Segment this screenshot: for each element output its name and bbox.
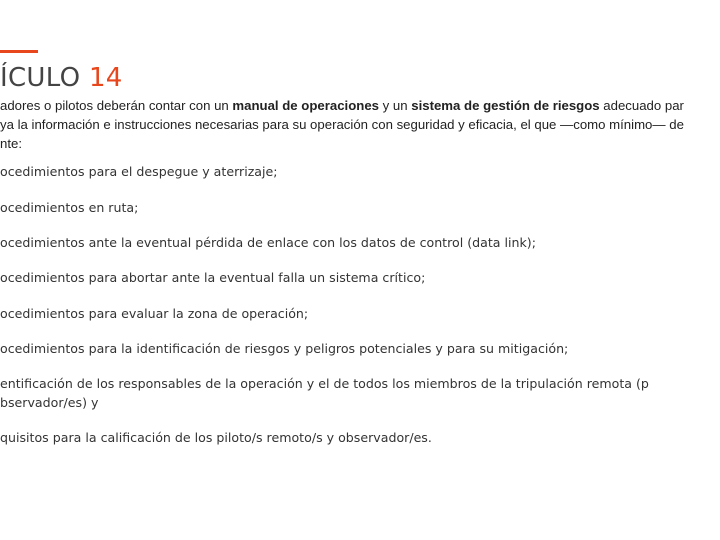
list-item-en-ruta: ocedimientos en ruta;	[0, 200, 139, 215]
list-item-zona-operacion: ocedimientos para evaluar la zona de operación;	[0, 306, 309, 321]
list-item-riesgos: ocedimientos para la identificación de riesgos y peligros potenciales y para su mitigación;	[0, 341, 569, 356]
list-item-calificacion: quisitos para la calificación de los piloto/s remoto/s y observador/es.	[0, 430, 432, 445]
title-number: 14	[88, 63, 123, 93]
list-item-responsables: entificación de los responsables de la operación y el de todos los miembros de la tripulación remota (p bservador/es) y	[0, 376, 649, 410]
list-item-perdida-enlace: ocedimientos ante la eventual pérdida de enlace con los datos de control (data link);	[0, 235, 536, 250]
intro-text: adores o pilotos deberán contar con un	[0, 98, 233, 113]
intro-bold-sistema: sistema de gestión de riesgos	[411, 98, 600, 113]
title-accent-rule	[0, 50, 38, 53]
title-word: ÍCULO	[0, 63, 81, 93]
intro-line-1	[0, 96, 720, 115]
intro-paragraph	[0, 96, 720, 153]
page-title	[0, 60, 123, 96]
list-item-abortar: ocedimientos para abortar ante la eventual falla un sistema crítico;	[0, 270, 426, 285]
intro-line-3: nte:	[0, 136, 22, 151]
list-item-despegue: ocedimientos para el despegue y aterrizaje;	[0, 164, 278, 179]
intro-line-2: ya la información e instrucciones necesarias para su operación con seguridad y eficacia, el que —como mínimo— de	[0, 117, 684, 132]
intro-bold-manual: manual de operaciones	[232, 98, 379, 113]
intro-text: adecuado par	[599, 98, 684, 113]
intro-text: y un	[378, 98, 412, 113]
